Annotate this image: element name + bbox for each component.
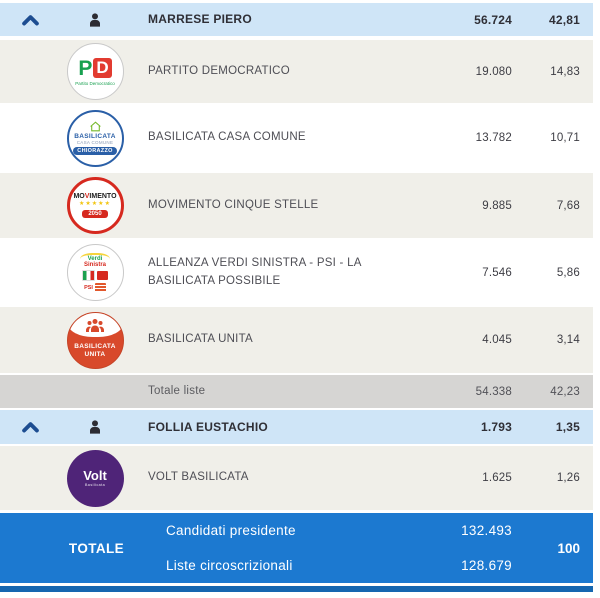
avs-verdi-text: Verdi	[87, 256, 103, 262]
bu-line1: BASILICATA	[74, 342, 116, 350]
grand-total-section	[0, 513, 593, 583]
list-row-avs	[0, 240, 593, 305]
subtotal-votes: 54.338	[475, 385, 512, 398]
orange-stripes-icon	[95, 283, 106, 292]
collapse-chevron[interactable]	[0, 421, 60, 433]
volt-subtext: Basilicata	[84, 483, 106, 487]
list-percent: 7,68	[556, 199, 580, 212]
avs-sinistra-text: Sinistra	[83, 262, 106, 268]
list-name: VOLT BASILICATA	[148, 471, 249, 484]
candidate-name: FOLLIA EUSTACHIO	[148, 419, 268, 434]
total-lists-label: Liste circoscrizionali	[166, 558, 293, 573]
list-votes: 1.625	[482, 472, 512, 484]
candidate-votes: 1.793	[480, 420, 512, 434]
total-lists-line	[148, 548, 512, 583]
list-percent: 1,26	[556, 472, 580, 484]
person-icon	[87, 12, 103, 28]
chevron-up-icon	[22, 14, 39, 26]
person-icon	[87, 419, 103, 435]
total-presidents-line	[148, 513, 512, 548]
candidate-row-marrese[interactable]	[0, 3, 593, 36]
list-votes: 9.885	[482, 199, 512, 212]
bu-line2: UNITA	[84, 351, 106, 359]
list-votes: 13.782	[475, 132, 512, 144]
list-row-m5s	[0, 173, 593, 238]
list-name: PARTITO DEMOCRATICO	[148, 64, 290, 77]
pd-letter-p: P	[78, 56, 93, 80]
chevron-up-icon	[22, 421, 39, 433]
election-results-table	[0, 3, 593, 592]
candidate-name: MARRESE PIERO	[148, 12, 252, 27]
volt-party-logo	[67, 450, 124, 507]
list-percent: 5,86	[556, 266, 580, 279]
list-percent: 3,14	[556, 334, 580, 346]
candidate-percent: 42,81	[548, 12, 580, 27]
bcc-line2: CASA COMUNE	[76, 140, 114, 145]
total-lists-value: 128.679	[461, 558, 512, 573]
tricolor-flag-icon	[82, 270, 95, 281]
total-presidents-value: 132.493	[461, 523, 512, 538]
list-row-bu	[0, 307, 593, 373]
candidate-votes: 56.724	[474, 12, 512, 27]
list-percent: 10,71	[550, 132, 580, 144]
people-group-icon	[84, 318, 106, 332]
avs-party-logo	[67, 244, 124, 301]
horizontal-scrollbar[interactable]	[0, 586, 593, 592]
bcc-line1: BASILICATA	[74, 133, 116, 140]
bu-party-logo	[67, 312, 124, 369]
psi-text: PSI	[84, 284, 93, 291]
bcc-party-logo	[67, 110, 124, 167]
list-votes: 7.546	[482, 266, 512, 279]
list-votes: 19.080	[475, 65, 512, 78]
pd-letter-d: D	[93, 58, 111, 78]
list-name: BASILICATA UNITA	[148, 333, 253, 346]
volt-wordmark: Volt	[83, 468, 107, 483]
m5s-party-logo	[67, 177, 124, 234]
candidate-row-follia[interactable]	[0, 410, 593, 444]
m5s-word-part: MO	[73, 193, 85, 201]
list-name: BASILICATA CASA COMUNE	[148, 131, 306, 144]
list-row-volt	[0, 446, 593, 510]
total-label: TOTALE	[68, 540, 125, 556]
list-percent: 14,83	[550, 65, 580, 78]
red-square-icon	[97, 271, 108, 280]
pd-party-logo	[67, 43, 124, 100]
bcc-band: CHIORAZZO	[73, 147, 116, 155]
subtotal-label: Totale liste	[148, 384, 206, 397]
five-stars-icon: ★★★★★	[79, 201, 111, 208]
list-name: ALLEANZA VERDI SINISTRA - PSI - LA BASILICATA POSSIBILE	[148, 256, 362, 287]
list-name: MOVIMENTO CINQUE STELLE	[148, 198, 319, 211]
list-votes: 4.045	[482, 334, 512, 346]
collapse-chevron[interactable]	[0, 14, 60, 26]
house-icon	[89, 121, 102, 132]
list-row-bcc	[0, 105, 593, 171]
m5s-red-v: V	[84, 193, 90, 201]
list-row-pd	[0, 40, 593, 103]
m5s-word-part: IMENTO	[89, 193, 117, 201]
subtotal-percent: 42,23	[550, 385, 580, 398]
total-percent: 100	[557, 540, 580, 556]
subtotal-row	[0, 375, 593, 408]
pd-logo-subtext: Partito Democratico	[75, 80, 115, 86]
m5s-2050-band: 2050	[82, 210, 107, 218]
total-presidents-label: Candidati presidente	[166, 523, 296, 538]
candidate-percent: 1,35	[555, 420, 580, 434]
